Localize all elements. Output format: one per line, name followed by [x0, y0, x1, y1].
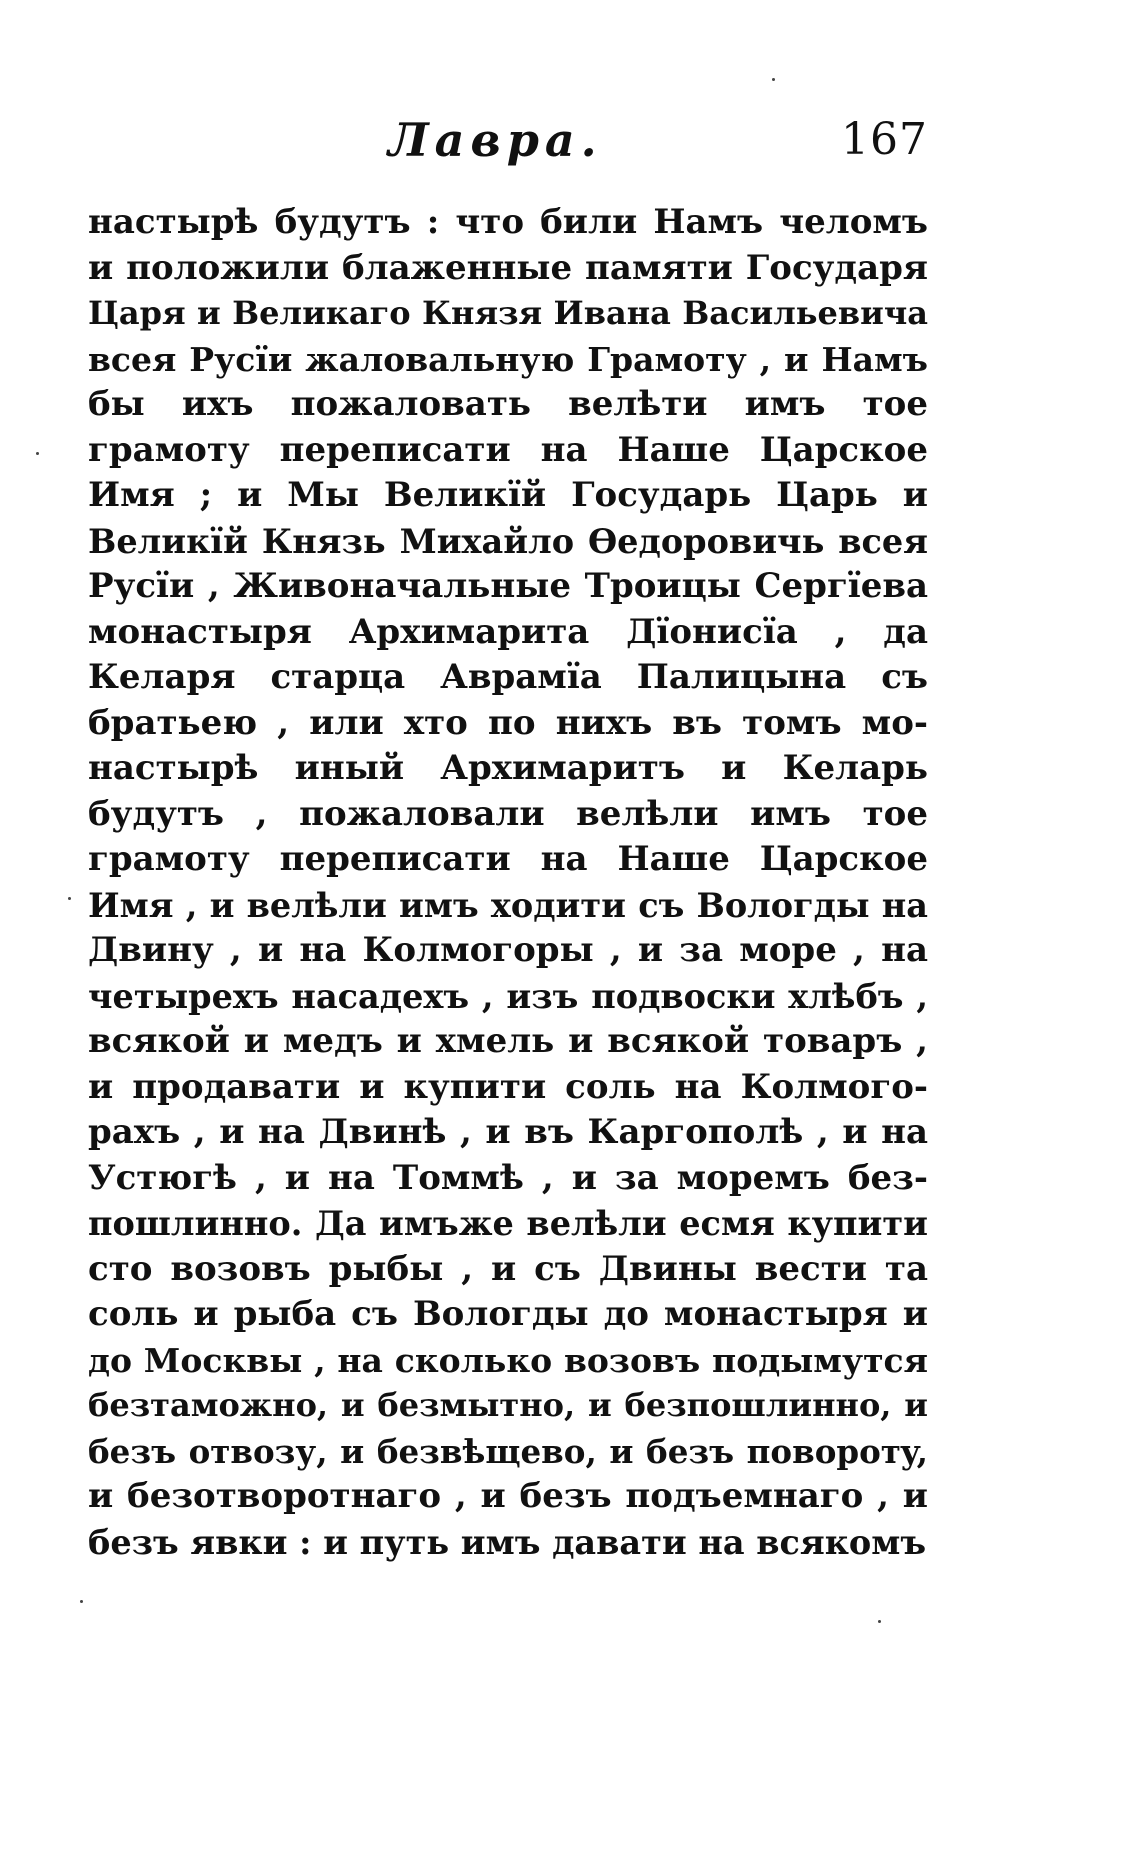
text-line: грамоту переписати на Наше Царское — [88, 429, 928, 470]
text-line: и безотворотнаго , и безъ подъемнаго , и — [88, 1476, 928, 1516]
text-line: безтаможно, и безмытно, и безпошлинно, и — [88, 1386, 928, 1424]
text-line: грамоту переписати на Наше Царское — [88, 839, 928, 879]
text-line: рахъ , и на Двинѣ , и въ Каргополѣ , и на — [88, 1112, 928, 1152]
text-line: будутъ , пожаловали велѣли имъ тое — [88, 793, 928, 834]
print-speck — [878, 1620, 881, 1623]
print-speck — [68, 897, 71, 900]
text-line: настырѣ будутъ : что били Намъ челомъ — [88, 202, 928, 242]
text-line: пошлинно. Да имъже велѣли есмя купити — [88, 1204, 928, 1243]
text-line: Устюгѣ , и на Томмѣ , и за моремъ без- — [88, 1157, 928, 1198]
text-line: безъ отвозу, и безвѣщево, и безъ поворотy, — [88, 1431, 928, 1471]
print-speck — [772, 78, 775, 81]
text-line: Русїи , Живоначальные Троицы Сергїева — [88, 566, 928, 606]
text-line: всякой и медъ и хмель и всякой товаръ , — [88, 1021, 928, 1061]
text-line: Царя и Великаго Князя Ивана Васильевича — [88, 294, 928, 332]
text-line: безъ явки : и путь имъ давати на всякомъ — [88, 1522, 927, 1562]
text-line: монастыря Архимарита Дїонисїа , да — [88, 611, 928, 652]
body-text — [88, 200, 928, 1565]
text-line: настырѣ иный Архимаритъ и Келарь — [88, 748, 928, 788]
text-line: братьею , или хто по нихъ въ томъ мо- — [88, 702, 928, 743]
print-speck — [36, 452, 39, 455]
text-line: до Москвы , на сколько возовъ подымутся — [88, 1340, 928, 1380]
text-line: соль и рыба съ Вологды до монастыря и — [88, 1294, 928, 1334]
text-line: четырехъ насадехъ , изъ подвоски хлѣбъ , — [88, 976, 928, 1016]
text-line: Великїй Князь Михайло Ѳедоровичь всея — [88, 521, 928, 561]
text-line: Двину , и на Колмогоры , и за море , на — [88, 930, 928, 970]
text-line: всея Русїи жаловальную Грамоту , и Намъ — [88, 339, 928, 379]
running-head — [388, 112, 928, 168]
text-line: и положили блаженные памяти Государя — [88, 247, 928, 288]
text-line: сто возовъ рыбы , и съ Двины вести та — [88, 1248, 928, 1289]
text-line: Имя ; и Мы Великїй Государь Царь и — [88, 475, 928, 515]
text-line: Имя , и велѣли имъ ходити съ Вологды на — [88, 885, 928, 925]
running-title: Лавра. — [388, 113, 603, 167]
text-line: бы ихъ пожаловать велѣти имъ тое — [88, 384, 928, 424]
page-number: 167 — [841, 114, 928, 165]
print-speck — [80, 1600, 83, 1603]
text-line: и продавати и купити соль на Колмого- — [88, 1066, 928, 1107]
text-line: Келаря старца Аврамїа Палицына съ — [88, 657, 928, 697]
